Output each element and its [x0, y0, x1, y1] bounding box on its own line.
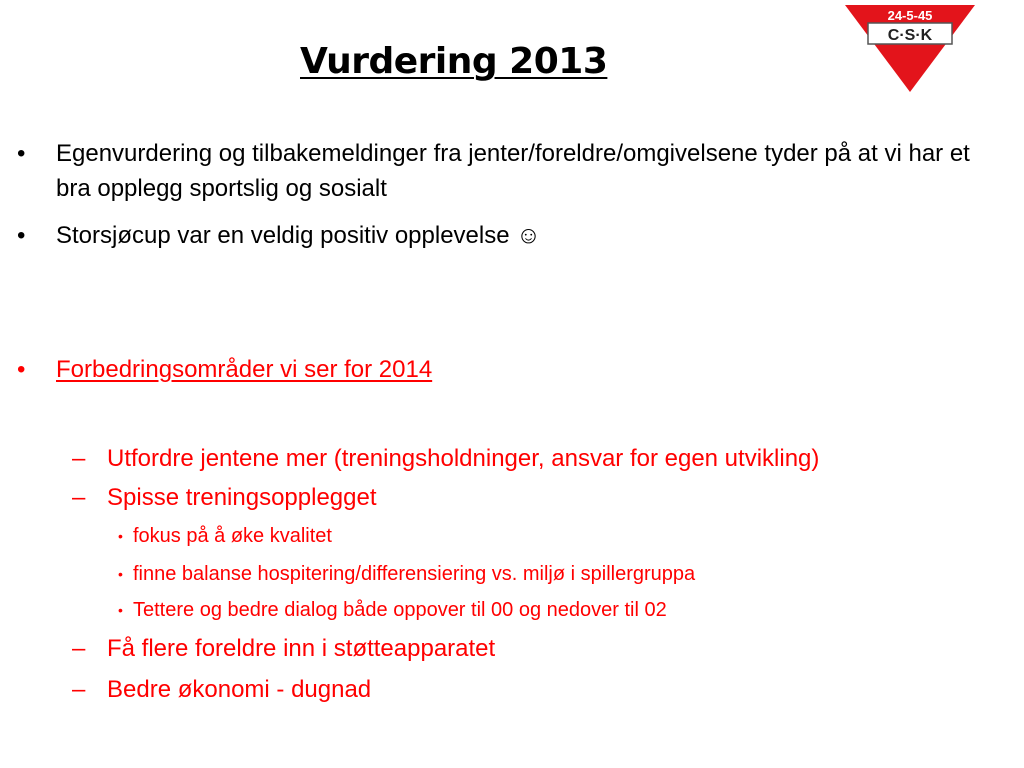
bullet-marker: • — [17, 222, 26, 249]
sub-sub-item-marker: • — [118, 566, 123, 582]
bullet-text: Egenvurdering og tilbakemeldinger fra jenter/foreldre/omgivelsene tyder på at vi har et bra opplegg sportslig og sosialt — [56, 140, 970, 202]
sub-item — [0, 444, 1010, 474]
bullet-marker: • — [17, 356, 26, 383]
slide-title: Vurdering 2013 — [300, 41, 608, 82]
sub-item-marker: – — [72, 676, 86, 703]
bullet-text: Storsjøcup var en veldig positiv opplevelse ☺ — [56, 222, 541, 249]
logo-name-text: C·S·K — [887, 27, 933, 44]
sub-sub-item-marker: • — [118, 602, 123, 618]
sub-item-marker: – — [72, 484, 86, 511]
sub-item-text: Få flere foreldre inn i støtteapparatet — [107, 635, 496, 662]
sub-sub-item-marker: • — [118, 528, 123, 544]
sub-sub-item — [0, 597, 1010, 623]
sub-item-marker: – — [72, 635, 86, 662]
csk-logo — [844, 4, 976, 94]
sub-sub-item-text: fokus på å øke kvalitet — [133, 525, 332, 547]
sub-sub-item-text: Tettere og bedre dialog både oppover til 00 og nedover til 02 — [133, 599, 667, 621]
sub-item-text: Bedre økonomi - dugnad — [107, 676, 372, 703]
sub-item — [0, 634, 1010, 664]
bullet-item — [0, 218, 1010, 253]
sub-item-marker: – — [72, 445, 86, 472]
bullet-text-heading: Forbedringsområder vi ser for 2014 — [56, 356, 433, 383]
sub-item — [0, 675, 1010, 705]
sub-item — [0, 483, 1010, 513]
sub-item-text: Spisse treningsopplegget — [107, 484, 377, 511]
sub-sub-item — [0, 561, 1010, 587]
logo-year-text: 24-5-45 — [887, 8, 933, 23]
sub-item-text: Utfordre jentene mer (treningsholdninger, ansvar for egen utvikling) — [107, 445, 820, 472]
bullet-item — [0, 352, 1010, 387]
bullet-marker: • — [17, 140, 26, 167]
sub-sub-item-text: finne balanse hospitering/differensiering vs. miljø i spillergruppa — [133, 563, 696, 585]
bullet-item — [0, 136, 1010, 206]
sub-sub-item — [0, 523, 1010, 549]
